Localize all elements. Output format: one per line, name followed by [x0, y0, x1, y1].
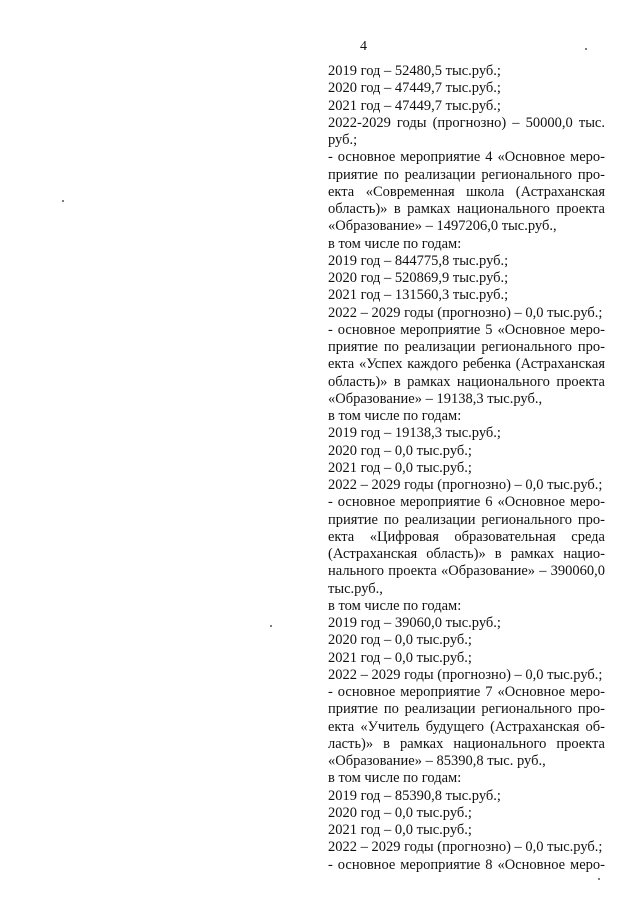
text-line: «Образование» – 1497206,0 тыс.руб., — [328, 218, 557, 235]
text-line: 2020 год – 0,0 тыс.руб.; — [328, 442, 472, 459]
text-line: тыс.руб., — [328, 580, 383, 597]
text-line: в том числе по годам: — [328, 597, 462, 614]
text-line: приятие по реализации регионального про- — [328, 511, 605, 528]
text-line: 2021 год – 0,0 тыс.руб.; — [328, 459, 472, 476]
scan-speck — [62, 200, 64, 202]
text-line: - основное мероприятие 4 «Основное меро- — [328, 149, 605, 166]
text-line: - основное мероприятие 6 «Основное меро- — [328, 494, 605, 511]
text-line: нального проекта «Образование» – 390060,0 — [328, 563, 605, 580]
text-line: приятие по реализации регионального про- — [328, 166, 605, 183]
body-text — [328, 63, 605, 874]
text-line: 2021 год – 131560,3 тыс.руб.; — [328, 287, 509, 304]
text-line: 2021 год – 0,0 тыс.руб.; — [328, 649, 472, 666]
text-line: ласть)» в рамках национального проекта — [328, 735, 605, 752]
text-line: руб.; — [328, 132, 358, 148]
scan-speck — [585, 48, 587, 50]
text-line: (Астраханская область)» в рамках нацио- — [328, 546, 605, 562]
text-line: приятие по реализации регионального про- — [328, 701, 605, 718]
text-line: 2021 год – 0,0 тыс.руб.; — [328, 822, 472, 838]
text-line: «Образование» – 85390,8 тыс. руб., — [328, 753, 546, 769]
text-line: 2020 год – 0,0 тыс.руб.; — [328, 804, 472, 821]
text-line: - основное мероприятие 8 «Основное меро- — [328, 856, 605, 873]
scan-speck — [270, 625, 272, 627]
text-line: приятие по реализации регионального про- — [328, 339, 605, 355]
text-line: 2019 год – 85390,8 тыс.руб.; — [328, 787, 501, 804]
text-line: 2022 – 2029 годы (прогнозно) – 0,0 тыс.руб.; — [328, 477, 603, 493]
scan-speck — [598, 878, 600, 880]
text-line: 2020 год – 47449,7 тыс.руб.; — [328, 80, 501, 97]
text-line: екта «Успех каждого ребенка (Астраханская — [328, 356, 605, 373]
text-line: «Образование» – 19138,3 тыс.руб., — [328, 390, 543, 407]
page-number: 4 — [360, 39, 367, 54]
text-line: 2019 год – 39060,0 тыс.руб.; — [328, 615, 501, 631]
text-line: - основное мероприятие 7 «Основное меро- — [328, 684, 605, 700]
text-line: 2022 – 2029 годы (прогнозно) – 0,0 тыс.руб.; — [328, 304, 603, 321]
text-line: область)» в рамках национального проекта — [328, 373, 605, 390]
text-line: в том числе по годам: — [328, 408, 462, 424]
text-line: 2022 – 2029 годы (прогнозно) – 0,0 тыс.руб.; — [328, 839, 603, 856]
text-line: 2022-2029 годы (прогнозно) – 50000,0 тыс. — [328, 114, 605, 131]
text-line: екта «Учитель будущего (Астраханская об- — [328, 718, 605, 735]
text-line: в том числе по годам: — [328, 235, 462, 252]
text-line: - основное мероприятие 5 «Основное меро- — [328, 321, 605, 338]
text-line: 2021 год – 47449,7 тыс.руб.; — [328, 97, 501, 114]
text-line: 2019 год – 19138,3 тыс.руб.; — [328, 425, 501, 442]
text-line: 2019 год – 52480,5 тыс.руб.; — [328, 63, 501, 79]
text-line: 2020 год – 520869,9 тыс.руб.; — [328, 270, 509, 286]
text-line: в том числе по годам: — [328, 770, 462, 787]
text-line: екта «Цифровая образовательная среда — [328, 528, 605, 545]
text-line: область)» в рамках национального проекта — [328, 201, 605, 217]
text-line: екта «Современная школа (Астраханская — [328, 183, 605, 200]
text-line: 2019 год – 844775,8 тыс.руб.; — [328, 252, 509, 269]
text-line: 2022 – 2029 годы (прогнозно) – 0,0 тыс.руб.; — [328, 666, 603, 683]
text-line: 2020 год – 0,0 тыс.руб.; — [328, 632, 472, 649]
